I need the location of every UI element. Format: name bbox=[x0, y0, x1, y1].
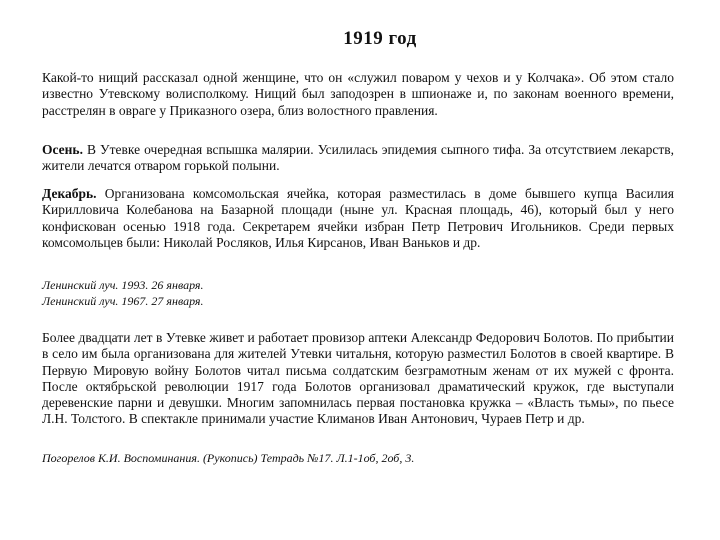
paragraph-bolotov: Более двадцати лет в Утевке живет и работает провизор аптеки Александр Федорович Болотов. По прибытии в село им была организована для жителей Утевки читальня, которую разместил Болотов в своей квартире. В Первую Мировую войну Болотов читал письма солдатским безграмотным женам от их мужей с фронта. После октябрьской революции 1917 года Болотов организовал драматический кружок, где выступали деревенские парни и девушки. Многим запомнилась первая постановка кружка – «Власть тьмы», по пьесе Л.Н. Толстого. В спектакле принимали участие Климанов Иван Антонович, Чураев Петр и др. bbox=[42, 330, 674, 427]
paragraph-lead-autumn: Осень. bbox=[42, 142, 83, 157]
paragraph-december bbox=[42, 186, 674, 251]
paragraph-lead-december: Декабрь. bbox=[42, 186, 97, 201]
paragraph-text-autumn: В Утевке очередная вспышка малярии. Усилилась эпидемия сыпного тифа. За отсутствием лекарств, жители лечатся отваром горькой полыни. bbox=[42, 142, 674, 174]
paragraph-beggar: Какой-то нищий рассказал одной женщине, что он «служил поваром у чехов и у Колчака». Об этом стало известно Утевскому волисполкому. Нищий был заподозрен в шпионаже и, по законам военного времени, расстрелян в овраге у Приказного озера, близ волостного правления. bbox=[42, 70, 674, 118]
source-citation-1: Ленинский луч. 1993. 26 января. bbox=[42, 278, 204, 292]
source-citation-2: Ленинский луч. 1967. 27 января. bbox=[42, 294, 204, 308]
paragraph-text-december: Организована комсомольская ячейка, которая разместилась в доме бывшего купца Василия Кирилловича Колебанова на Базарной площади (ныне ул. Красная площадь, 46), который был у него конфискован осенью 1918 года. Секретарем ячейки избран Петр Петрович Игольников. Среди первых комсомольцев были: Николай Росляков, Илья Кирсанов, Иван Ваньков и др. bbox=[42, 186, 674, 250]
paragraph-autumn bbox=[42, 142, 674, 175]
page-title: 1919 год bbox=[343, 28, 417, 49]
source-citation-3: Погорелов К.И. Воспоминания. (Рукопись) Тетрадь №17. Л.1-1об, 2об, 3. bbox=[42, 451, 415, 465]
